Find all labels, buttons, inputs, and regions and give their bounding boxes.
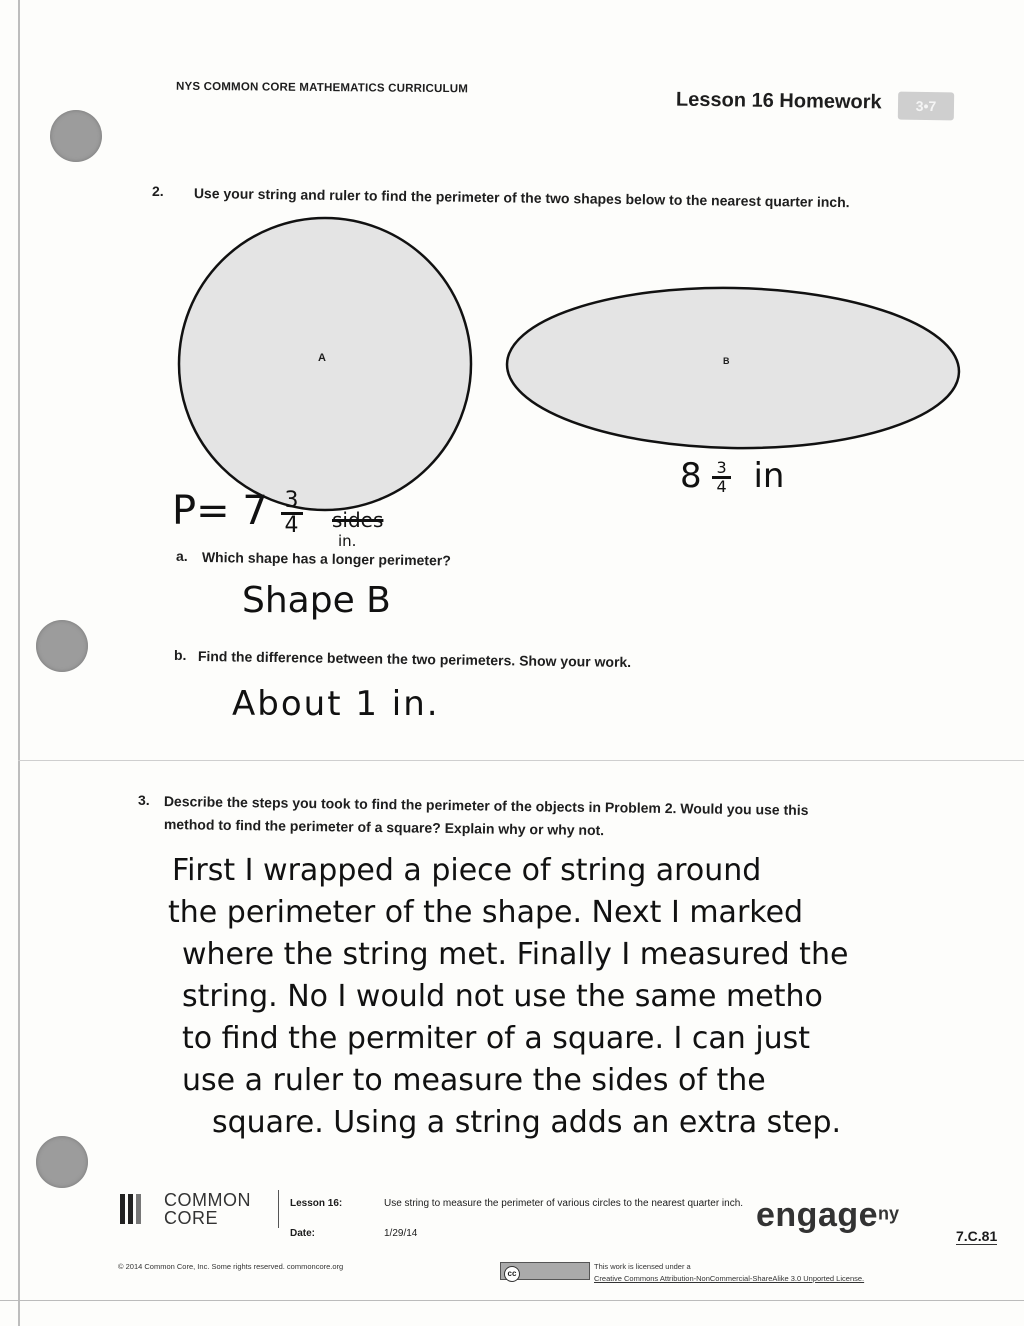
cc-license-badge bbox=[500, 1262, 590, 1280]
shape-b-numerator: 3 bbox=[712, 460, 730, 479]
problem3-prompt-line1: Describe the steps you took to find the perimeter of the objects in Problem 2. Would you use this bbox=[163, 793, 809, 818]
license-line1: This work is licensed under a bbox=[594, 1262, 691, 1271]
common-core-logo bbox=[120, 1190, 270, 1230]
answer-line: First I wrapped a piece of string around bbox=[172, 853, 762, 888]
shape-a-crossed-word: sides bbox=[332, 508, 384, 532]
footer-date-value: 1/29/14 bbox=[384, 1228, 418, 1239]
curriculum-title: NYS COMMON CORE MATHEMATICS CURRICULUM bbox=[175, 80, 469, 96]
binder-hole-bottom bbox=[36, 1136, 88, 1188]
problem3-prompt-line2: method to find the perimeter of a square? Explain why or why not. bbox=[163, 816, 605, 839]
grade-badge-text: 3•7 bbox=[915, 97, 937, 115]
shape-a-denominator: 4 bbox=[284, 512, 299, 538]
page-bottom-edge bbox=[0, 1300, 1024, 1301]
scan-fold-line bbox=[18, 760, 1024, 761]
answer-line: square. Using a string adds an extra step. bbox=[212, 1105, 842, 1140]
shape-a-numerator: 3 bbox=[281, 490, 303, 515]
part-b-letter: b. bbox=[174, 647, 187, 663]
logo-bars-icon bbox=[120, 1194, 150, 1224]
part-b-answer: About 1 in. bbox=[232, 684, 440, 724]
shape-a-circle bbox=[179, 218, 471, 510]
footer-lesson-text: Use string to measure the perimeter of various circles to the nearest quarter inch. bbox=[384, 1198, 744, 1209]
engageny-brand: engage bbox=[756, 1196, 879, 1234]
footer-date-label: Date: bbox=[290, 1228, 316, 1239]
answer-line: string. No I would not use the same metho bbox=[182, 979, 823, 1014]
answer-line: the perimeter of the shape. Next I marked bbox=[168, 895, 804, 930]
engageny-sup: ny bbox=[878, 1203, 900, 1224]
part-a-question: Which shape has a longer perimeter? bbox=[201, 549, 451, 569]
part-a-letter: a. bbox=[176, 548, 188, 564]
cc-icon: cc bbox=[504, 1266, 520, 1282]
shape-b-whole: 8 bbox=[680, 456, 702, 496]
shape-b-denominator: 4 bbox=[716, 477, 727, 496]
problem3-answer bbox=[168, 850, 1018, 1144]
shape-a-perimeter-answer bbox=[172, 488, 303, 537]
problem2-prompt: Use your string and ruler to find the perimeter of the two shapes below to the nearest quarter inch. bbox=[193, 185, 850, 211]
logo-text-core: CORE bbox=[164, 1208, 219, 1228]
shape-a-perimeter-fraction bbox=[281, 487, 303, 538]
engageny-logo bbox=[756, 1196, 899, 1235]
answer-line: where the string met. Finally I measured the bbox=[182, 937, 849, 972]
logo-text-common: COMMON bbox=[164, 1190, 251, 1210]
lesson-title: Lesson 16 Homework bbox=[675, 88, 882, 114]
shape-b-perimeter-answer bbox=[680, 456, 784, 496]
shape-b-label: B bbox=[723, 356, 730, 366]
problem2-number: 2. bbox=[152, 183, 164, 199]
problem3-number: 3. bbox=[138, 792, 150, 808]
answer-line: to find the permiter of a square. I can just bbox=[182, 1021, 811, 1056]
binder-hole-middle bbox=[36, 620, 88, 672]
license-link[interactable]: Creative Commons Attribution-NonCommercial-ShareAlike 3.0 Unported License. bbox=[594, 1274, 865, 1283]
part-b-question: Find the difference between the two perimeters. Show your work. bbox=[197, 648, 632, 671]
answer-line: use a ruler to measure the sides of the bbox=[182, 1063, 766, 1098]
shape-b-ellipse bbox=[506, 284, 961, 452]
shapes-figure bbox=[0, 0, 1024, 520]
copyright-text: © 2014 Common Core, Inc. Some rights reserved. commoncore.org bbox=[118, 1262, 344, 1271]
page-code: 7.C.81 bbox=[956, 1228, 998, 1244]
footer-lesson-label: Lesson 16: bbox=[290, 1198, 343, 1209]
shape-a-label: A bbox=[318, 352, 326, 364]
shape-b-unit: in bbox=[753, 456, 785, 496]
shape-a-unit: in. bbox=[338, 532, 357, 550]
shape-a-perimeter-prefix: P= 7 bbox=[172, 488, 268, 534]
part-a-answer: Shape B bbox=[242, 580, 391, 621]
shape-b-fraction bbox=[712, 460, 730, 495]
footer-divider bbox=[278, 1190, 279, 1228]
